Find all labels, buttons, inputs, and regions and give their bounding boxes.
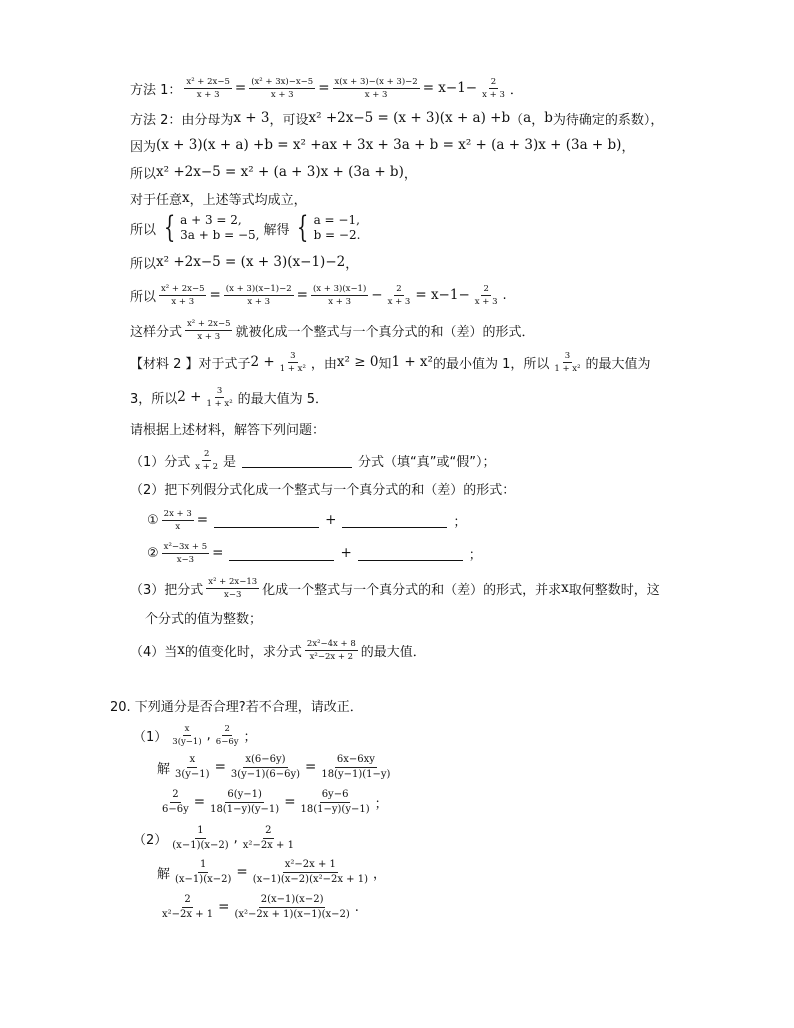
math-expression: = <box>209 287 221 303</box>
math-expression: (x + 3)(x + a) +b = x² +ax + 3x + 3a + b = x² + (a + 3)x + (3a + b) <box>156 137 622 153</box>
fraction-numerator: 2x + 3 <box>163 508 192 519</box>
problem-20-solution-2a <box>157 857 386 887</box>
fraction <box>305 639 358 662</box>
text-span: 的最小值为 1，所以 <box>432 356 550 372</box>
fraction <box>162 509 194 532</box>
brace-icon: { <box>163 210 176 245</box>
math-expression: = <box>196 512 209 528</box>
answer-blank[interactable] <box>229 546 334 561</box>
text-span: ，上述等式均成立， <box>189 192 307 208</box>
math-expression: x² +2x−5 = (x + 3)(x−1)−2 <box>156 254 346 270</box>
fraction-denominator: x + 3 <box>196 89 220 100</box>
math-expression: x <box>177 642 185 658</box>
math-expression: = <box>214 759 226 775</box>
fraction-numerator: x <box>187 754 197 768</box>
problem-20-solution-1a <box>157 752 395 782</box>
text-span: ，由 <box>310 356 337 372</box>
text-span: （1）分式 <box>130 454 191 470</box>
text-span: ，可设 <box>269 112 309 128</box>
fraction <box>333 77 420 100</box>
fraction-denominator: 3(y−1) <box>172 736 202 747</box>
text-span: ； <box>453 514 467 530</box>
fraction <box>184 77 231 100</box>
fraction-denominator: x + 3 <box>482 89 505 100</box>
math-expression: x² +2x−5 = x² + (a + 3)x + (3a + b) <box>156 164 404 180</box>
text-span: 的值变化时，求分式 <box>184 644 302 660</box>
fraction <box>278 351 308 374</box>
problem-20-solution-1b <box>157 787 388 817</box>
fraction-numerator: 3 <box>564 350 571 361</box>
fraction <box>160 894 215 921</box>
text-span: 因为 <box>130 139 157 155</box>
fraction <box>173 859 233 886</box>
text-span: （1） <box>133 729 168 745</box>
math-expression: = <box>236 864 248 880</box>
problem-20-part-2 <box>133 823 299 853</box>
fraction-numerator: 6(y−1) <box>225 789 264 803</box>
fraction-numerator: x²−3x + 5 <box>163 541 208 552</box>
fraction-numerator: x(x + 3)−(x + 3)−2 <box>334 76 418 87</box>
fraction <box>386 284 413 307</box>
math-expression: x² ≥ 0 <box>336 354 379 370</box>
text-span: 20. 下列通分是否合理?若不合理，请改正． <box>110 699 363 715</box>
fraction-denominator: 18(1−y)(y−1) <box>210 803 280 815</box>
fraction-numerator: 2 <box>490 76 497 87</box>
math-expression: = <box>296 287 308 303</box>
equation: 3a + b = −5, <box>180 228 260 242</box>
equation-system <box>160 210 260 245</box>
fraction <box>251 859 370 886</box>
system-line <box>130 210 364 245</box>
math-expression: = <box>212 545 224 561</box>
fraction-denominator: 1 + x² <box>554 363 581 374</box>
fraction <box>214 724 241 747</box>
fraction-denominator: x−3 <box>224 589 242 600</box>
equation-rows <box>180 213 259 243</box>
fraction-denominator: x + 3 <box>328 296 351 307</box>
text-span: （2） <box>133 832 168 848</box>
fraction <box>473 284 500 307</box>
fraction <box>224 284 294 307</box>
answer-blank[interactable] <box>342 513 447 528</box>
fraction-numerator: (x² + 3x)−x−5 <box>251 76 314 87</box>
fraction <box>160 789 191 816</box>
text-span: ， <box>403 166 417 182</box>
fraction <box>193 449 220 472</box>
text-span: 取何整数时，这 <box>568 582 660 598</box>
fraction <box>170 724 203 747</box>
equation: a = −1, <box>313 213 360 227</box>
question-2-part-1 <box>147 505 466 535</box>
text-span: 所以 <box>130 222 157 238</box>
question-1 <box>130 445 495 475</box>
text-span: 所以 <box>130 256 157 272</box>
text-span: , <box>233 830 238 846</box>
text-span: ． <box>509 82 523 98</box>
fraction-numerator: x² + 2x−5 <box>186 76 230 87</box>
math-expression: = <box>193 794 206 810</box>
equation-rows <box>314 213 361 243</box>
text-span: 的最大值． <box>360 644 426 660</box>
text-span: 【材料 2 】对于式子 <box>130 356 251 372</box>
question-3-cont <box>145 602 262 632</box>
math-expression: = <box>318 80 330 96</box>
text-span: ② <box>147 545 159 561</box>
math-expression: x <box>561 580 569 596</box>
problem-20-part-1 <box>133 720 257 750</box>
math-expression: = <box>305 759 317 775</box>
math-expression: x² +2x−5 = (x + 3)(x + a) +b <box>308 110 511 126</box>
question-4 <box>130 635 426 665</box>
fraction <box>173 754 212 781</box>
text-span: 解 <box>157 761 171 777</box>
fraction-denominator: x + 3 <box>197 331 221 342</box>
answer-blank[interactable] <box>214 513 319 528</box>
fraction-denominator: x²−2x + 1 <box>242 839 294 851</box>
math-expression: x + 3 <box>233 110 270 126</box>
fraction-denominator: 6−6y <box>162 803 189 815</box>
fraction-denominator: 1 + x² <box>206 398 233 409</box>
fraction-denominator: (x²−2x + 1)(x−1)(x−2) <box>234 908 350 920</box>
fraction-numerator: 3 <box>216 385 223 396</box>
fraction-numerator: (x + 3)(x−1) <box>312 283 367 294</box>
fraction-denominator: x <box>175 521 181 532</box>
problem-20-solution-2b <box>157 892 359 922</box>
math-expression: = x−1− <box>415 287 470 303</box>
fraction <box>552 351 582 374</box>
material-2-line <box>130 347 651 377</box>
text-span: （3）把分式 <box>130 582 204 598</box>
fraction-denominator: 18(y−1)(1−y) <box>321 768 391 780</box>
math-expression: − <box>371 287 383 303</box>
method-2-line <box>130 103 663 133</box>
answer-blank[interactable] <box>242 453 352 468</box>
fraction-numerator: 1 <box>195 825 205 839</box>
math-expression: = <box>234 80 247 96</box>
fraction-denominator: x²−2x + 2 <box>309 651 354 662</box>
math-expression: = <box>218 899 230 915</box>
text-span: （ <box>510 112 524 128</box>
equation: a + 3 = 2, <box>180 213 242 227</box>
fraction <box>299 789 372 816</box>
text-span: . <box>502 287 507 303</box>
math-expression: a <box>523 110 532 126</box>
question-2 <box>130 473 515 503</box>
text-span: 是 <box>223 454 237 470</box>
brace-icon: { <box>297 210 309 245</box>
fraction <box>319 754 392 781</box>
fraction-numerator: (x + 3)(x−1)−2 <box>225 283 292 294</box>
fraction-denominator: 18(1−y)(y−1) <box>300 803 370 815</box>
fraction <box>170 825 230 852</box>
fraction-denominator: x + 3 <box>171 296 195 307</box>
fraction-numerator: 6y−6 <box>320 789 351 803</box>
text-span: ， <box>621 139 635 155</box>
fraction <box>204 386 234 409</box>
text-span: ① <box>147 512 159 528</box>
fraction-numerator: 2 <box>224 723 230 734</box>
fraction <box>232 894 351 921</box>
math-expression: = x−1− <box>422 80 478 96</box>
fraction-numerator: x² + 2x−5 <box>187 318 231 329</box>
text-span: 的最大值为 <box>585 356 651 372</box>
text-span: 请根据上述材料，解答下列问题： <box>130 422 326 438</box>
fraction-denominator: 6−6y <box>215 736 239 747</box>
fraction-denominator: x−3 <box>176 554 195 565</box>
fraction-numerator: 2(x−1)(x−2) <box>259 894 326 908</box>
fraction-numerator: 3 <box>290 350 296 361</box>
fraction-denominator: x + 3 <box>474 296 498 307</box>
math-expression: + <box>340 545 352 561</box>
fraction-numerator: x² + 2x−13 <box>208 576 258 587</box>
text-span: ； <box>468 547 482 563</box>
text-span: ； <box>374 796 388 812</box>
text-span: 为待确定的系数）， <box>552 112 664 128</box>
text-span: ， <box>373 866 387 882</box>
material-2-cont-line <box>130 382 328 412</box>
text-span: ， <box>345 256 359 272</box>
text-span: 3，所以 <box>130 391 178 407</box>
fraction <box>241 825 296 852</box>
equation: b = −2. <box>313 228 361 242</box>
fraction-denominator: x + 3 <box>387 296 411 307</box>
text-span: 方法 1： <box>130 82 182 98</box>
text-span: ； <box>243 729 257 745</box>
text-span: ， <box>531 112 545 128</box>
text-span: 个分式的值为整数； <box>145 611 263 627</box>
fraction <box>311 284 368 307</box>
text-span: 化成一个整式与一个真分式的和（差）的形式，并求 <box>262 582 562 598</box>
text-span: 这样分式 <box>130 324 183 340</box>
instructions-line <box>130 413 325 443</box>
math-expression: x <box>182 190 190 206</box>
answer-blank[interactable] <box>358 546 463 561</box>
math-expression: + <box>325 512 337 528</box>
fraction <box>159 284 206 307</box>
fraction <box>185 319 232 342</box>
because-line <box>130 130 634 160</box>
math-expression: 2 + <box>250 354 275 370</box>
text-span: 解得 <box>263 222 290 238</box>
for-any-x-line <box>130 183 307 213</box>
fraction-numerator: 2 <box>203 448 210 459</box>
math-expression: b <box>544 110 553 126</box>
method-1-line <box>130 73 523 103</box>
text-span: 方法 2：由分母为 <box>130 112 234 128</box>
fraction-numerator: 6x−6xy <box>335 754 377 768</box>
equation-system <box>293 210 361 245</box>
fraction-denominator: 1 + x² <box>279 363 306 374</box>
fraction-numerator: 2 <box>263 825 273 839</box>
text-span: . <box>354 899 359 915</box>
fraction <box>229 754 302 781</box>
fraction-denominator: (x−1)(x−2)(x²−2x + 1) <box>252 873 369 885</box>
fraction-denominator: x + 3 <box>270 89 294 100</box>
math-expression: 1 + x² <box>391 354 433 370</box>
text-span: 对于任意 <box>130 192 183 208</box>
text-span: 解 <box>157 866 171 882</box>
text-span: 分式（填“真”或“假”）； <box>358 454 496 470</box>
question-2-part-2 <box>147 538 482 568</box>
fraction-numerator: 2 <box>483 283 489 294</box>
fraction-numerator: x(6−6y) <box>243 754 287 768</box>
fraction-numerator: x²−2x + 1 <box>283 859 338 873</box>
fraction-denominator: x²−2x + 1 <box>162 908 214 920</box>
text-span: 所以 <box>130 289 157 305</box>
text-span: , <box>206 727 211 743</box>
fraction <box>162 542 209 565</box>
text-span: 就被化成一个整式与一个真分式的和（差）的形式． <box>235 324 535 340</box>
fraction-numerator: 2 <box>170 789 180 803</box>
fraction-numerator: 2x²−4x + 8 <box>306 638 356 649</box>
fraction-denominator: 3(y−1) <box>175 768 210 780</box>
fraction <box>249 77 315 100</box>
fraction-numerator: 1 <box>198 859 208 873</box>
factor-line <box>130 247 358 277</box>
fraction-denominator: (x−1)(x−2) <box>172 839 229 851</box>
text-span: 所以 <box>130 166 157 182</box>
text-span: 的最大值为 5． <box>237 391 329 407</box>
text-span: 知 <box>378 356 392 372</box>
fraction <box>480 77 507 100</box>
fraction-denominator: x + 3 <box>364 89 388 100</box>
fraction-denominator: (x−1)(x−2) <box>175 873 232 885</box>
fraction-numerator: x <box>184 723 190 734</box>
fraction-numerator: x² + 2x−5 <box>161 283 205 294</box>
conclusion-line <box>130 315 535 345</box>
text-span: （2）把下列假分式化成一个整式与一个真分式的和（差）的形式： <box>130 482 516 498</box>
fraction-denominator: x + 3 <box>247 296 271 307</box>
math-expression: = <box>284 794 296 810</box>
fraction <box>208 789 281 816</box>
question-3 <box>130 573 660 603</box>
fraction-denominator: x + 2 <box>195 461 219 472</box>
fraction-denominator: 3(y−1)(6−6y) <box>230 768 301 780</box>
fraction-numerator: 2 <box>396 283 402 294</box>
math-expression: 2 + <box>177 389 202 405</box>
problem-20-title <box>110 690 363 720</box>
result-line <box>130 280 507 310</box>
text-span: （4）当 <box>130 644 178 660</box>
fraction-numerator: 2 <box>182 894 192 908</box>
fraction <box>206 577 259 600</box>
